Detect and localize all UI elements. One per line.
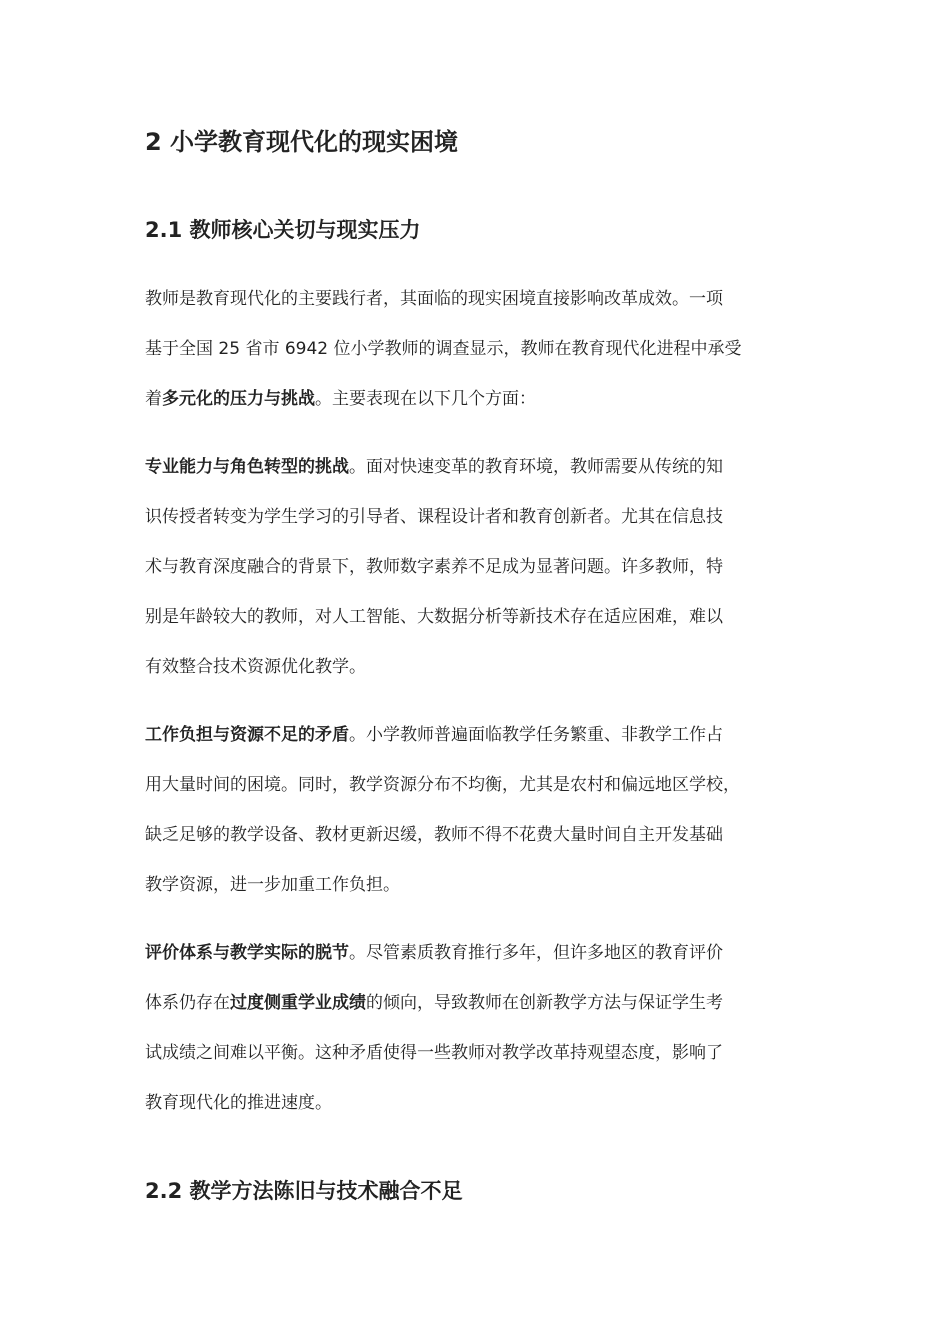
text-run: 。面对快速变革的教育环境，教师需要从传统的知 — [349, 457, 723, 477]
text-run: 。尽管素质教育推行多年，但许多地区的教育评价 — [349, 943, 723, 963]
subsection-heading-2-2: 2.2 教学方法陈旧与技术融合不足 — [145, 1179, 463, 1203]
paragraph-line: 试成绩之间难以平衡。这种矛盾使得一些教师对教学改革持观望态度，影响了 — [145, 1043, 723, 1063]
paragraph-line: 教学资源，进一步加重工作负担。 — [145, 875, 400, 895]
text-run: 。主要表现在以下几个方面： — [315, 389, 536, 409]
paragraph-line: 基于全国 25 省市 6942 位小学教师的调查显示，教师在教育现代化进程中承受 — [145, 339, 742, 359]
paragraph-line: 教师是教育现代化的主要践行者，其面临的现实困境直接影响改革成效。一项 — [145, 289, 723, 309]
paragraph-line — [145, 387, 825, 437]
text-run: 着 — [145, 389, 162, 409]
bold-phrase: 评价体系与教学实际的脱节 — [145, 943, 349, 963]
bold-phrase: 过度侧重学业成绩 — [230, 993, 366, 1013]
paragraph-line: 有效整合技术资源优化教学。 — [145, 657, 366, 677]
text-run: 的倾向，导致教师在创新教学方法与保证学生考 — [366, 993, 723, 1013]
paragraph-line: 术与教育深度融合的背景下，教师数字素养不足成为显著问题。许多教师，特 — [145, 557, 723, 577]
text-run: 体系仍存在 — [145, 993, 230, 1013]
point-paragraph-1 — [145, 455, 825, 705]
paragraph-line — [145, 455, 825, 505]
section-heading: 2 小学教育现代化的现实困境 — [145, 128, 459, 156]
point-paragraph-3 — [145, 941, 825, 1141]
paragraph-line: 用大量时间的困境。同时，教学资源分布不均衡，尤其是农村和偏远地区学校， — [145, 775, 740, 795]
paragraph-line: 教育现代化的推进速度。 — [145, 1093, 332, 1113]
point-paragraph-2 — [145, 723, 825, 923]
text-run: 。小学教师普遍面临教学任务繁重、非教学工作占 — [349, 725, 723, 745]
subsection-heading-2-1: 2.1 教师核心关切与现实压力 — [145, 218, 421, 242]
paragraph-line — [145, 723, 825, 773]
paragraph-line — [145, 991, 825, 1041]
paragraph-line: 缺乏足够的教学设备、教材更新迟缓，教师不得不花费大量时间自主开发基础 — [145, 825, 723, 845]
bold-phrase: 多元化的压力与挑战 — [162, 389, 315, 409]
paragraph-line: 识传授者转变为学生学习的引导者、课程设计者和教育创新者。尤其在信息技 — [145, 507, 723, 527]
bold-phrase: 专业能力与角色转型的挑战 — [145, 457, 349, 477]
intro-paragraph — [145, 287, 825, 437]
paragraph-line: 别是年龄较大的教师，对人工智能、大数据分析等新技术存在适应困难，难以 — [145, 607, 723, 627]
paragraph-line — [145, 941, 825, 991]
bold-phrase: 工作负担与资源不足的矛盾 — [145, 725, 349, 745]
